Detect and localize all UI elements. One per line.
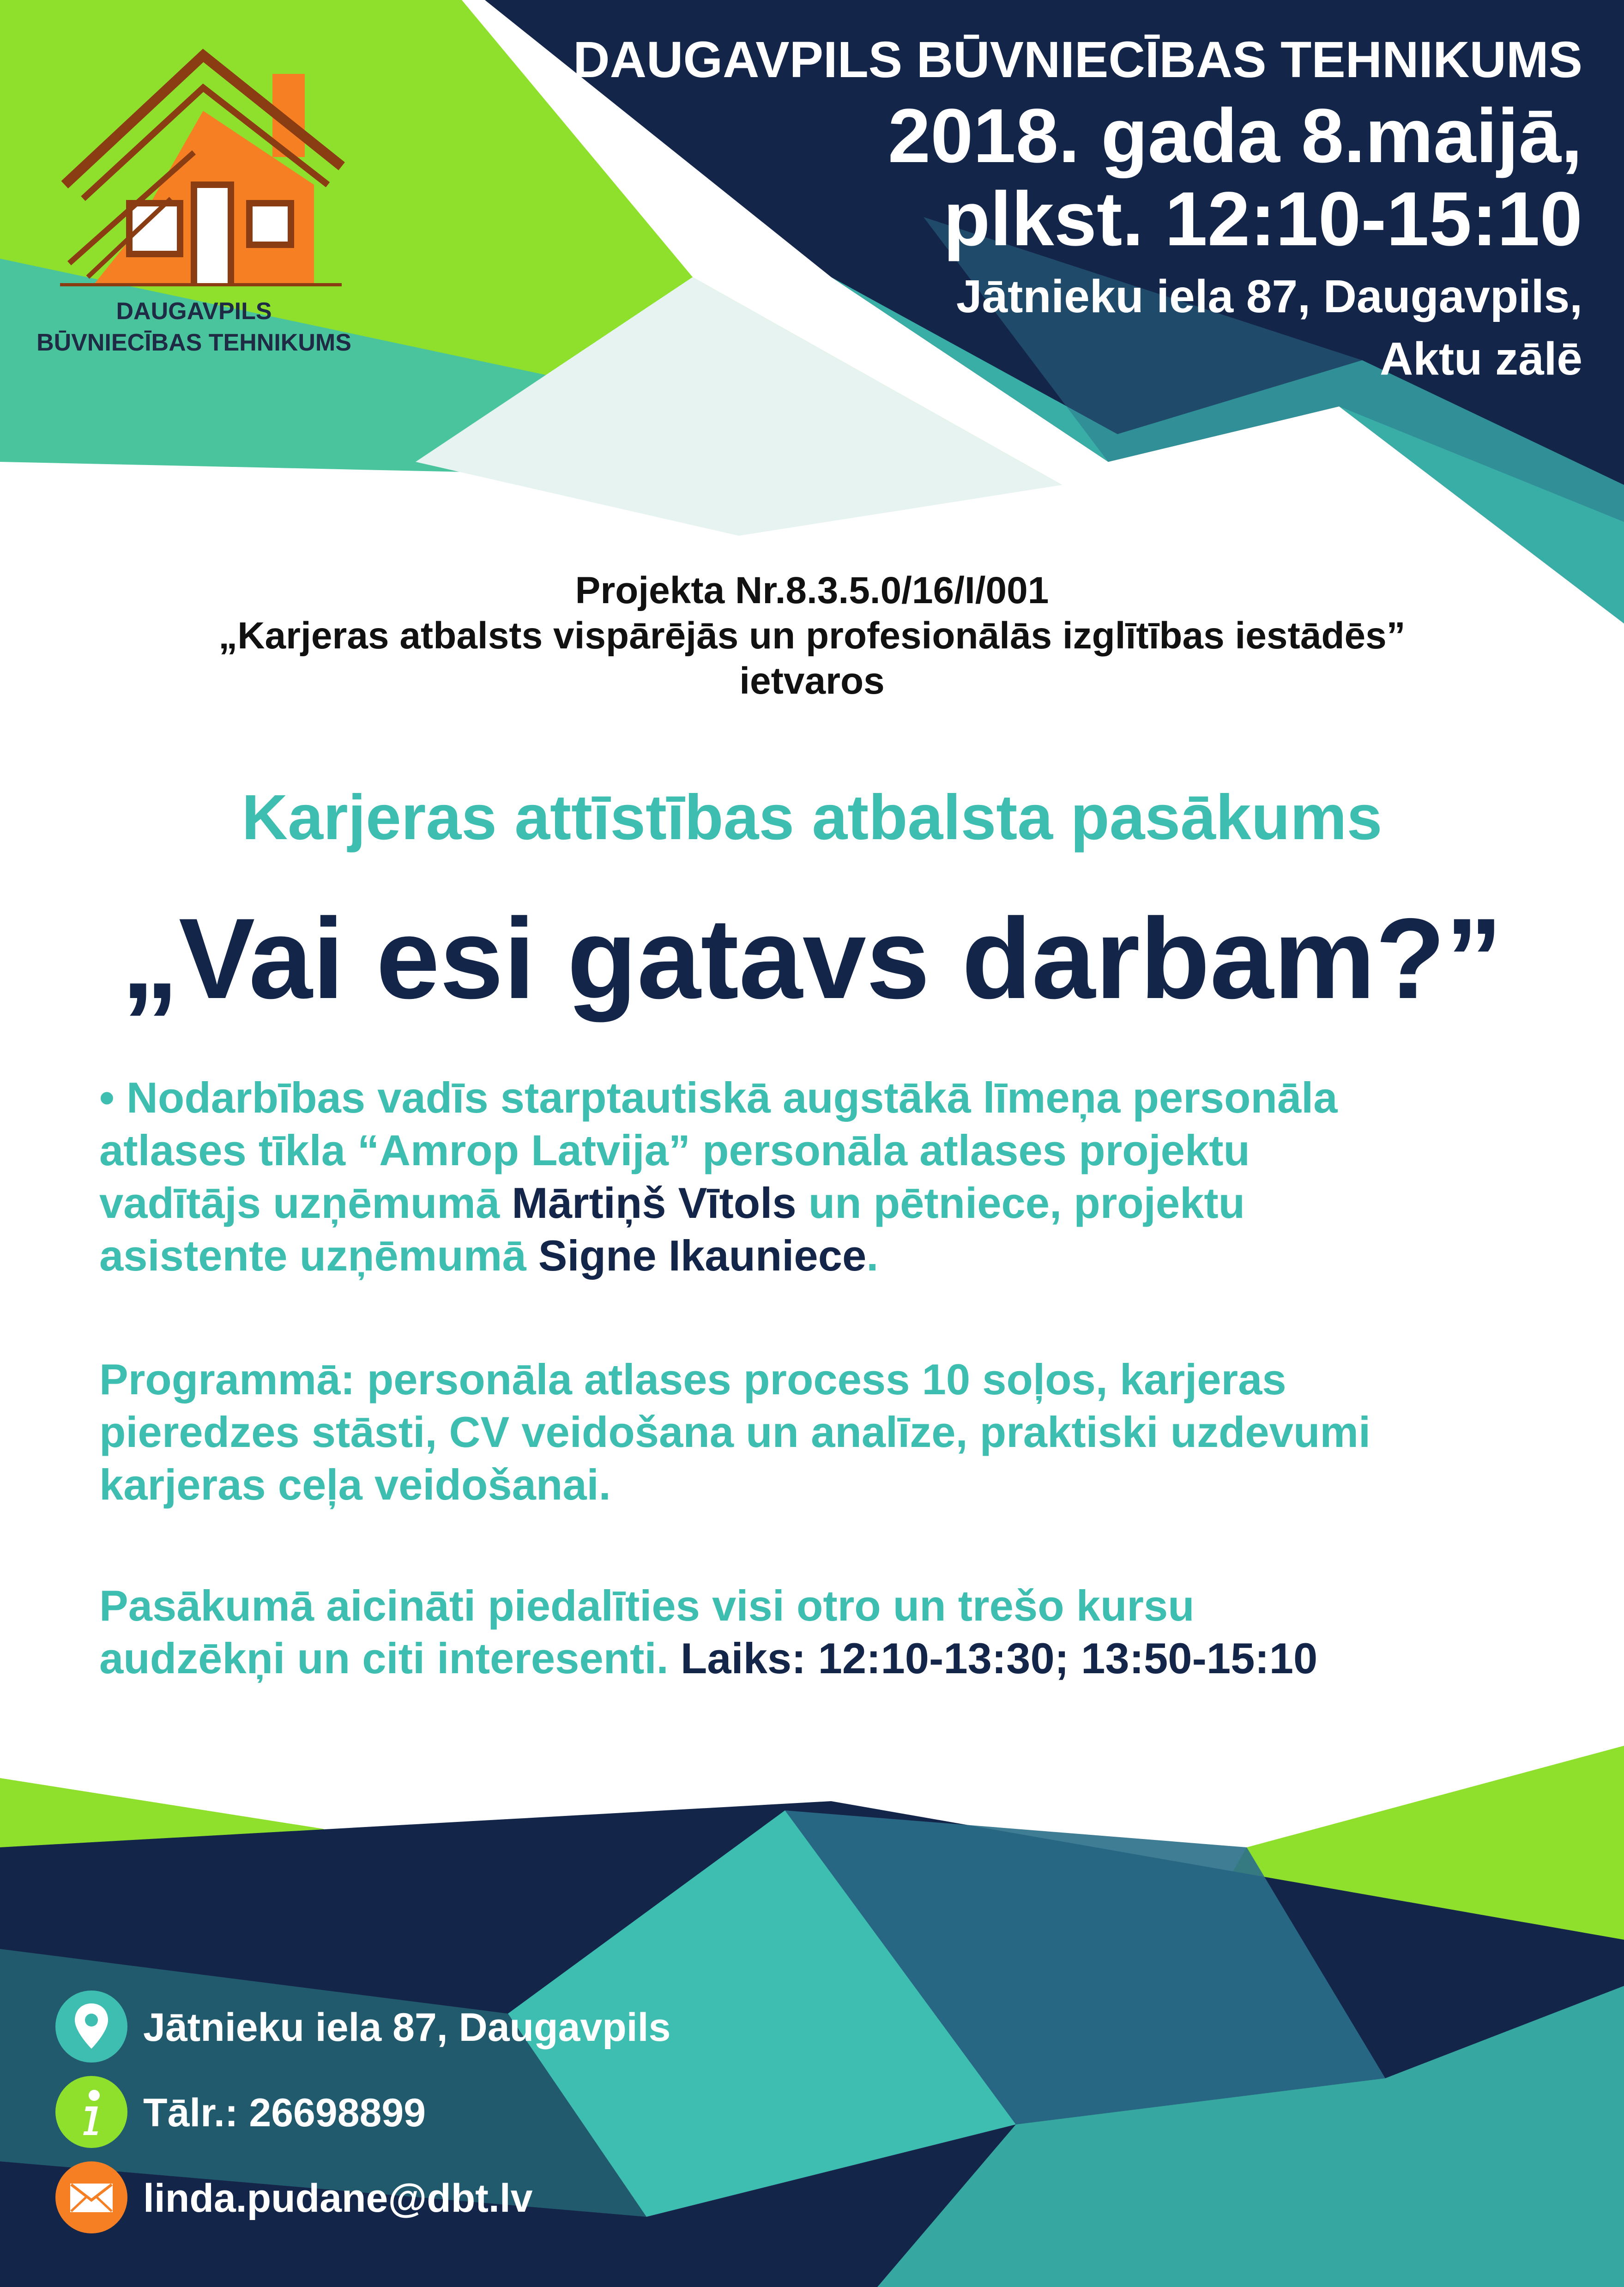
school-name: DAUGAVPILS BŪVNIECĪBAS TEHNIKUMS: [573, 31, 1582, 88]
event-type: Karjeras attīstības atbalsta pasākums: [241, 782, 1383, 853]
paragraph-line: Pasākumā aicināti piedalīties visi otro un trešo kursu: [99, 1581, 1195, 1630]
presenter-name: Mārtiņš Vītols: [512, 1179, 797, 1227]
paragraph-line: • Nodarbības vadīs starptautiskā augstākā līmeņa personāla: [99, 1073, 1338, 1122]
paragraph-invitation: [99, 1579, 1577, 1685]
house-icon: [55, 46, 351, 286]
text-fragment: asistente uzņēmumā: [99, 1231, 538, 1280]
location-pin-icon: [55, 1991, 127, 2063]
paragraph-line: atlases tīkla “Amrop Latvija” personāla atlases projektu: [99, 1126, 1250, 1174]
contact-phone-text: Tālr.: 26698899: [143, 2091, 426, 2135]
text-fragment: un pētniece, projektu: [796, 1179, 1245, 1227]
logo-caption: [32, 296, 356, 358]
paragraph-line: [99, 1229, 1577, 1282]
event-time: plkst. 12:10-15:10: [943, 176, 1582, 262]
paragraph-line: [99, 1632, 1577, 1685]
presenter-name: Signe Ikauniece: [538, 1231, 867, 1280]
event-address: Jātnieku iela 87, Daugavpils,: [956, 271, 1582, 322]
contact-address-text: Jātnieku iela 87, Daugavpils: [143, 2005, 671, 2050]
session-times: Laiks: 12:10-13:30; 13:50-15:10: [680, 1634, 1318, 1682]
paragraph-line: pieredzes stāsti, CV veidošana un analīze, praktiski uzdevumi: [99, 1408, 1371, 1456]
text-fragment: audzēkņi un citi interesenti.: [99, 1634, 681, 1682]
project-suffix: ietvaros: [739, 660, 885, 702]
paragraph-presenters: [99, 1071, 1577, 1282]
paragraph-line: [99, 1177, 1577, 1229]
text-fragment: .: [866, 1231, 879, 1280]
project-name: „Karjeras atbalsts vispārējās un profesionālās izglītības iestādēs”: [218, 615, 1406, 657]
paragraph-program: [99, 1353, 1577, 1511]
paragraph-line: karjeras ceļa veidošanai.: [99, 1460, 611, 1509]
event-room: Aktu zālē: [1379, 333, 1582, 385]
logo-line2: BŪVNIECĪBAS TEHNIKUMS: [36, 329, 351, 356]
text-fragment: vadītājs uzņēmumā: [99, 1179, 512, 1227]
project-info: [0, 568, 1624, 704]
paragraph-line: Programmā: personāla atlases process 10 soļos, karjeras: [99, 1355, 1286, 1404]
event-date: 2018. gada 8.maijā,: [887, 93, 1582, 179]
project-number: Projekta Nr.8.3.5.0/16/I/001: [575, 569, 1049, 611]
envelope-icon: [55, 2161, 127, 2233]
contact-email-text[interactable]: linda.pudane@dbt.lv: [143, 2176, 533, 2220]
info-icon: [55, 2076, 127, 2148]
event-title: „Vai esi gatavs darbam?”: [121, 894, 1503, 1022]
logo-line1: DAUGAVPILS: [116, 298, 272, 325]
